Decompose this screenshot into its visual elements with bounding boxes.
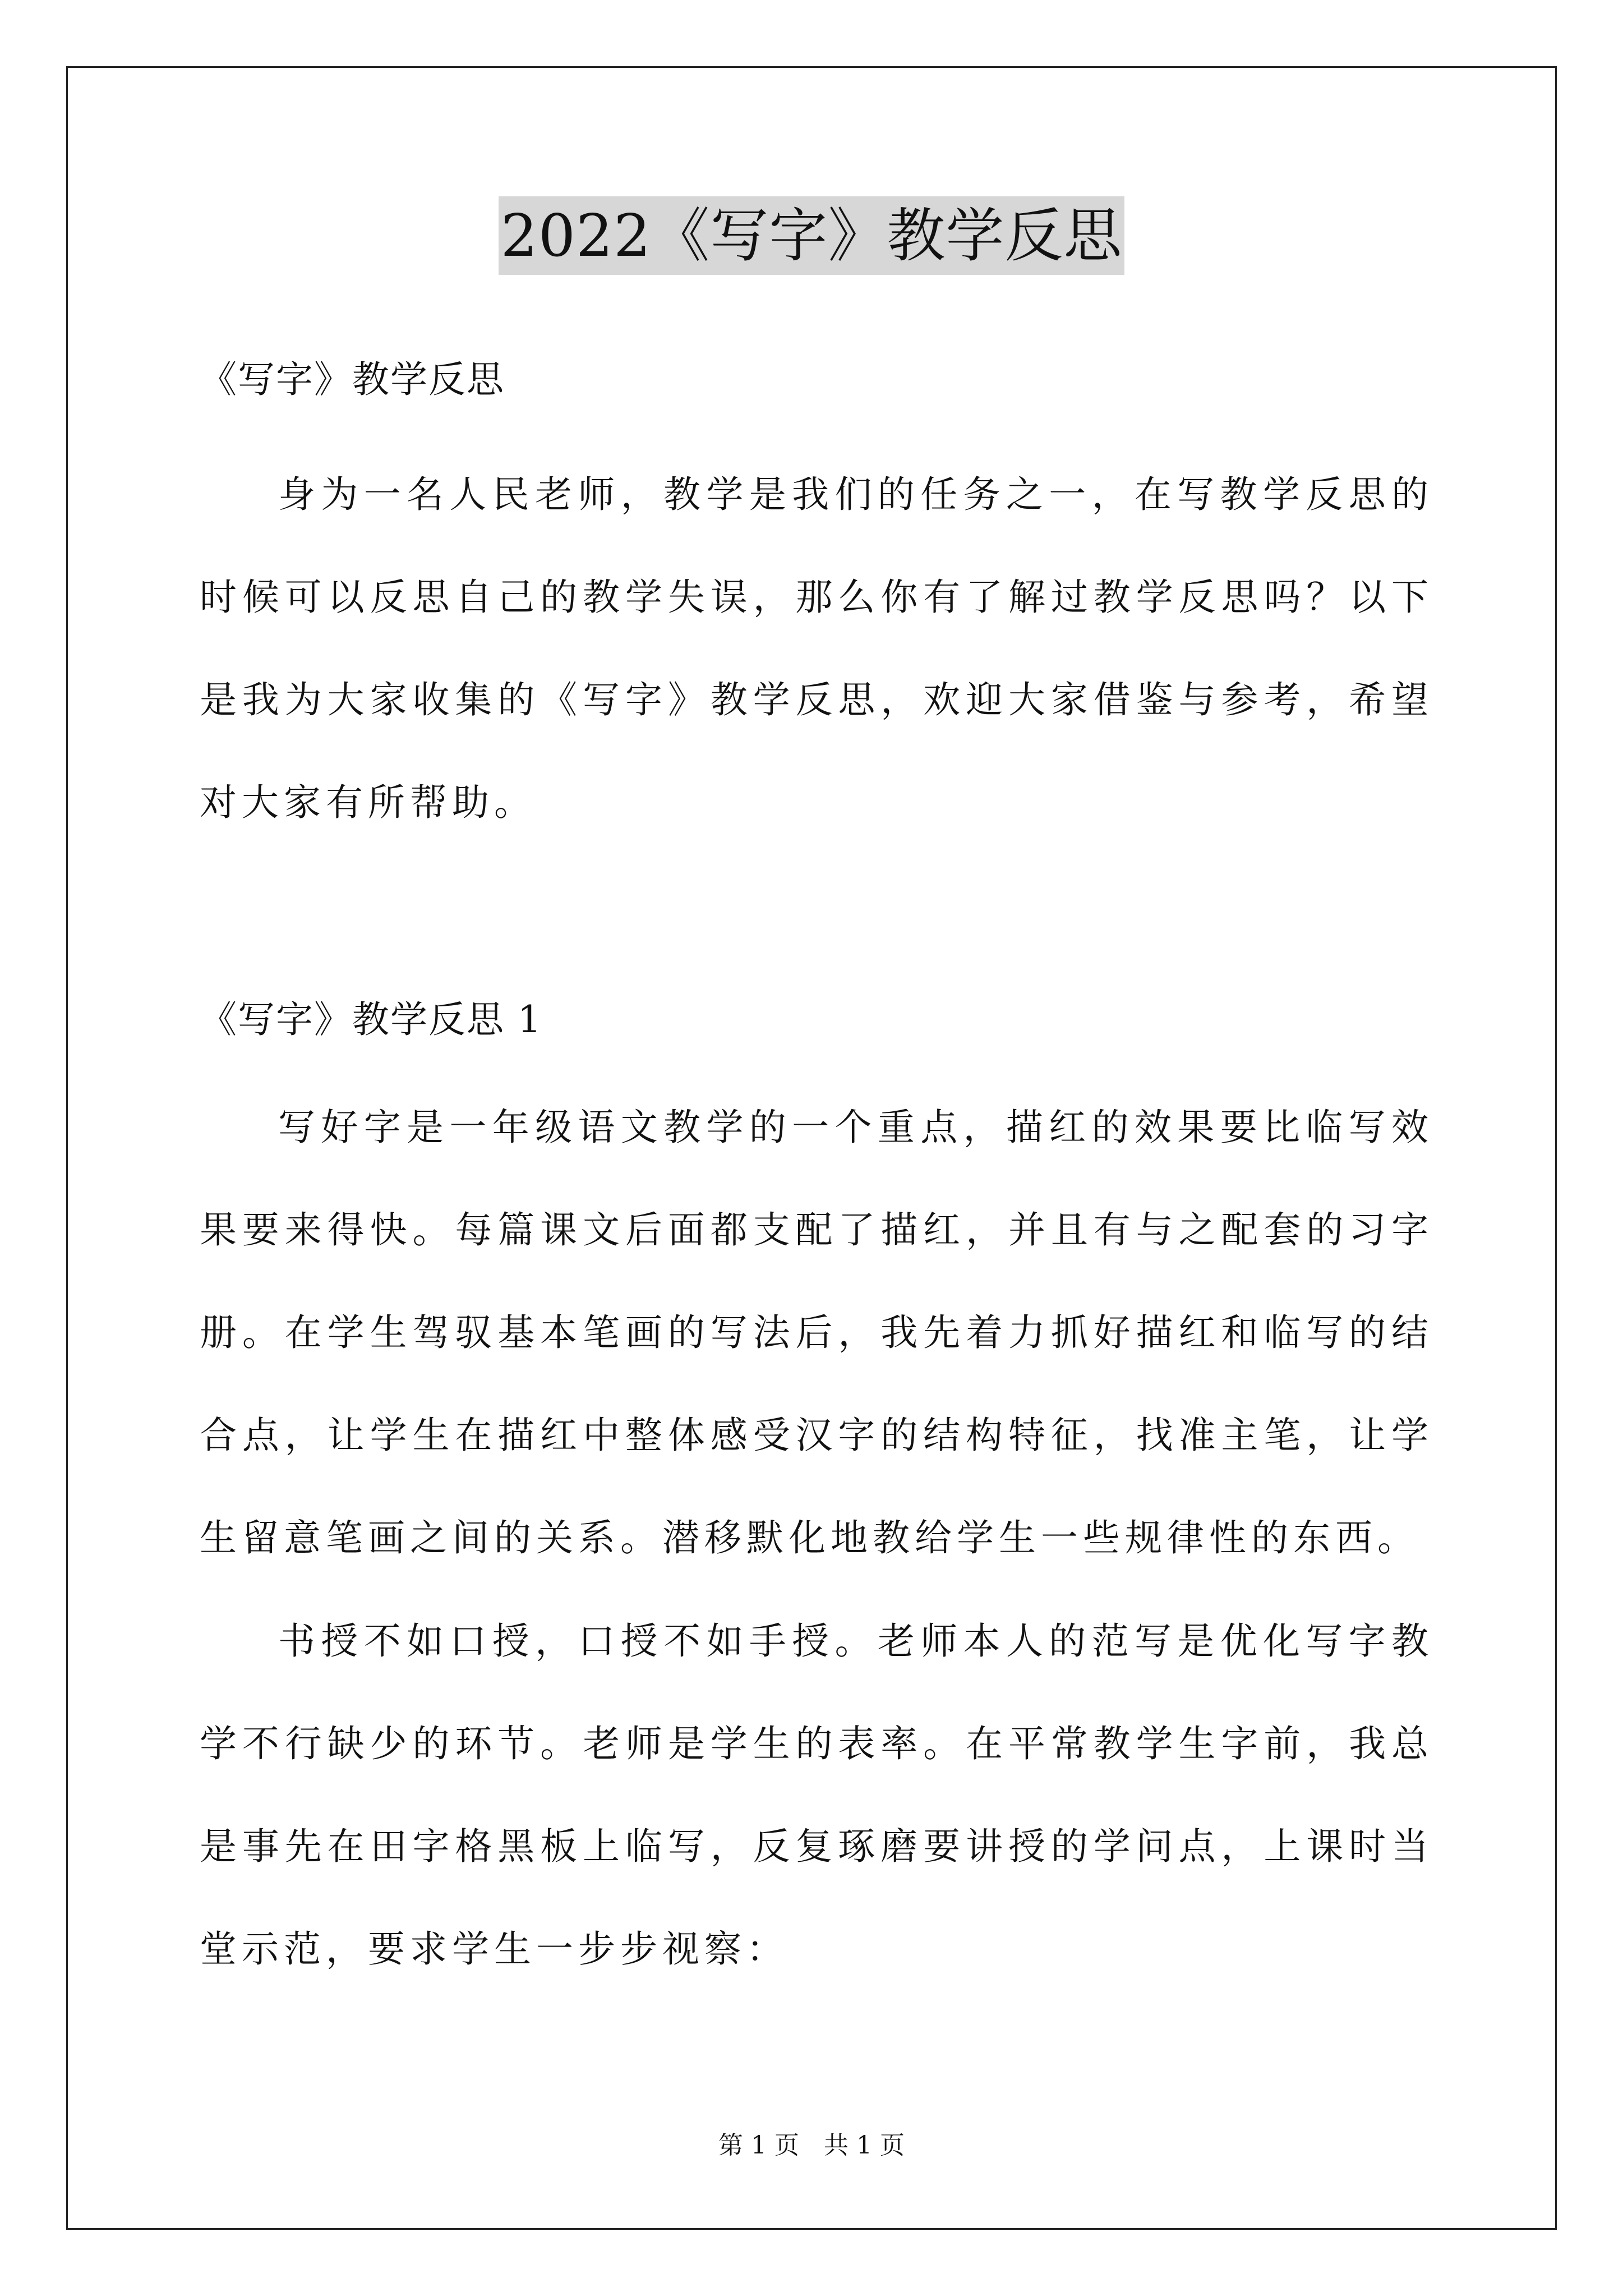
document-title: 2022《写字》教学反思: [499, 196, 1125, 275]
document-title-wrapper: [0, 196, 1623, 275]
section-1-heading: 《写字》教学反思 1: [200, 998, 542, 1041]
section-1-paragraph-2: 书授不如口授，口授不如手授。老师本人的范写是优化写字教学不行缺少的环节。老师是学生的表率。在平常教学生字前，我总是事先在田字格黑板上临写，反复琢磨要讲授的学问点，上课时当堂示范，要求学生一步步视察：: [200, 1619, 1433, 1971]
page-number-footer: 第 1 页 共 1 页: [718, 2131, 905, 2160]
intro-paragraph: 身为一名人民老师，教学是我们的任务之一，在写教学反思的时候可以反思自己的教学失误，那么你有了解过教学反思吗？以下是我为大家收集的《写字》教学反思，欢迎大家借鉴与参考，希望对大家有所帮助。: [200, 473, 1433, 824]
section-1-paragraph-1: 写好字是一年级语文教学的一个重点，描红的效果要比临写效果要来得快。每篇课文后面都支配了描红，并且有与之配套的习字册。在学生驾驭基本笔画的写法后，我先着力抓好描红和临写的结合点，让学生在描红中整体感受汉字的结构特征，找准主笔，让学生留意笔画之间的关系。潜移默化地教给学生一些规律性的东西。: [200, 1106, 1433, 1559]
intro-heading: 《写字》教学反思: [200, 358, 505, 401]
